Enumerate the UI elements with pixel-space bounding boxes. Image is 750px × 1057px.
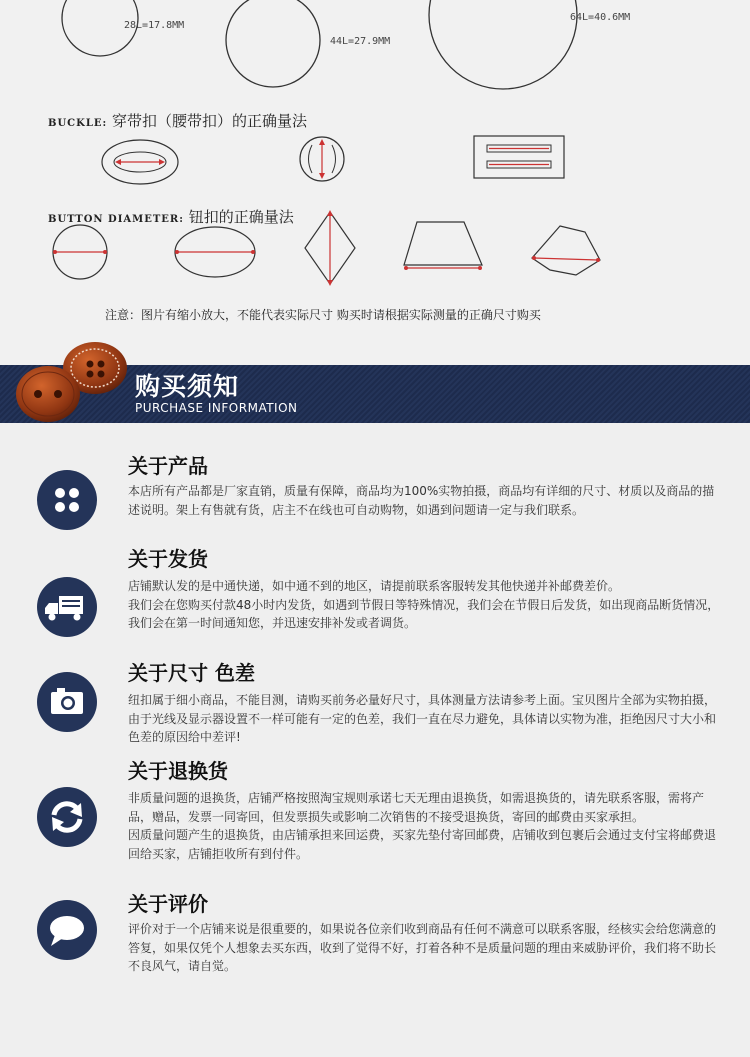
button-heading — [48, 206, 294, 227]
size-label-64l: 64L=40.6MM — [570, 12, 631, 23]
size-circle-64l — [429, 0, 577, 89]
size-label-28l: 28L=17.8MM — [124, 20, 185, 31]
icon-badge — [37, 577, 97, 637]
buckle-heading — [48, 110, 307, 131]
button-oval-diagram — [175, 227, 255, 277]
button-circle-diagram — [53, 225, 107, 279]
dots-icon — [37, 470, 97, 530]
icon-badge — [37, 470, 97, 530]
item-body: 纽扣属于细小商品，不能目测，请购买前务必量好尺寸，具体测量方法请参考上面。宝贝图片全部为实物拍摄，由于光线及显示器设置不一样可能有一定的色差，我们一直在尽力避免，具体请以实物为准，拒绝因尺寸大小和色差的原因给中差评! — [128, 693, 717, 745]
button-trapezoid-diagram — [404, 222, 482, 270]
buckle-heading-en: BUCKLE: — [48, 118, 108, 129]
item-body: 店铺默认发的是中通快递，如中通不到的地区，请提前联系客服转发其他快递并补邮费差价。 我们会在您购买付款48小时内发货，如遇到节假日等特殊情况，我们会在节假日后发货，如出现商品断货情况，我们会在第一时间通知您，并迅速安排补发或者调货。 — [128, 579, 720, 631]
icon-badge — [37, 672, 97, 732]
button-heading-en: BUTTON DIAMETER: — [48, 214, 184, 225]
measure-note: 注意：图片有缩小放大，不能代表实际尺寸 购买时请根据实际测量的正确尺寸购买 — [105, 308, 541, 322]
banner-subtitle: PURCHASE INFORMATION — [135, 401, 298, 415]
item-body: 评价对于一个店铺来说是很重要的，如果说各位亲们收到商品有任何不满意可以联系客服，经核实会给您满意的答复，如果仅凭个人想象去买东西，收到了觉得不好，打着各种不是质量问题的理由来威胁评价，我们将不助长不良风气，请自觉。 — [128, 922, 717, 974]
buckle-heading-cn: 穿带扣（腰带扣）的正确量法 — [111, 112, 307, 130]
button-diamond-diagram — [305, 210, 355, 286]
icon-badge — [37, 787, 97, 847]
item-title: 关于产品 — [128, 454, 208, 478]
item-body: 本店所有产品都是厂家直销，质量有保障，商品均为100%实物拍摄，商品均有详细的尺寸、材质以及商品的描述说明。架上有售就有货，店主不在线也可自动购物，如遇到问题请一定与我们联系。 — [128, 484, 715, 517]
camera-icon — [37, 672, 97, 732]
item-title: 关于发货 — [128, 547, 208, 571]
exchange-icon — [37, 787, 97, 847]
button-heading-cn: 钮扣的正确量法 — [188, 208, 294, 226]
buckle-oval-diagram — [102, 140, 178, 184]
item-body: 非质量问题的退换货，店铺严格按照淘宝规则承诺七天无理由退换货，如需退换货的，请先联系客服，需将产品，赠品，发票一同寄回，但发票损失或影响二次销售的不接受退换货，寄回的邮费由买家承担。 因质量问题产生的退换货，由店铺承担来回运费，买家先垫付寄回邮费，店铺收到包裹后会通过支付宝将邮费退回给买家，店铺拒收所有到付件。 — [128, 791, 717, 861]
buckle-round-diagram — [300, 137, 344, 181]
icon-badge — [37, 900, 97, 960]
buckle-rect-diagram — [474, 136, 564, 178]
size-label-44l: 44L=27.9MM — [330, 36, 391, 47]
banner-title: 购买须知 — [135, 372, 240, 401]
measurement-section — [0, 0, 750, 365]
button-hexagon-diagram — [532, 226, 600, 275]
size-circle-44l — [226, 0, 320, 87]
item-title: 关于尺寸 色差 — [128, 661, 255, 685]
item-title: 关于评价 — [128, 892, 208, 916]
wooden-buttons-image — [0, 320, 140, 430]
truck-icon — [37, 577, 97, 637]
item-title: 关于退换货 — [128, 759, 228, 783]
chat-icon — [37, 900, 97, 960]
